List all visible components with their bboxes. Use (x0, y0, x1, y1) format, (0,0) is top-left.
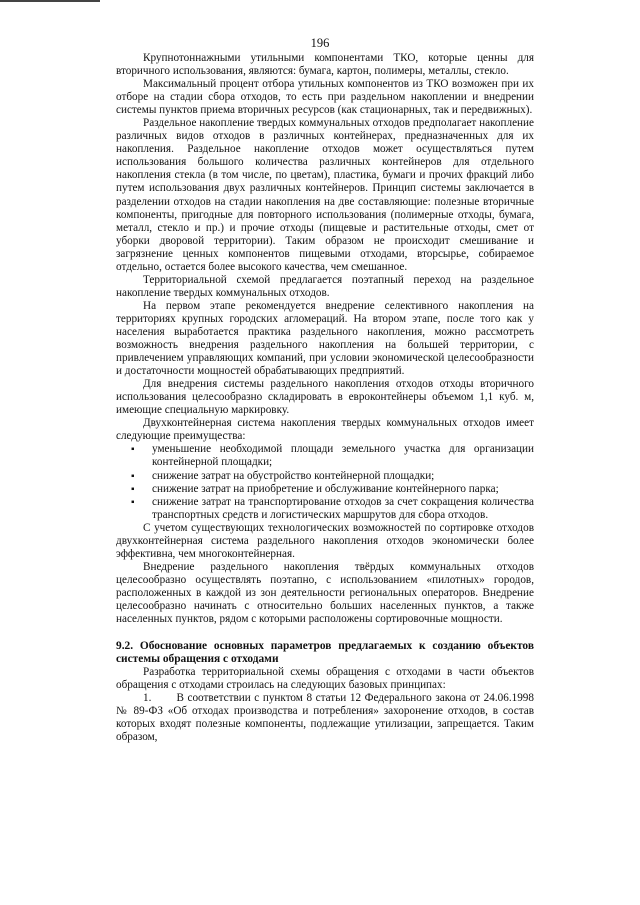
paragraph: Внедрение раздельного накопления твёрдых коммунальных отходов целесообразно осуществлять поэтапно, с использованием «пилотных» городов, расположенных в каждой из зон деятельности региональных операторов. Внедрение целесообразно начинать с относительно больших населенных пунктов, а также населенных пунктов, рядом с которыми расположены сортировочные мощности. (116, 560, 534, 626)
paragraph: С учетом существующих технологических возможностей по сортировке отходов двухконтейнерная система раздельного накопления отходов экономически более эффективна, чем многоконтейнерная. (116, 521, 534, 560)
header-rule (0, 0, 100, 2)
paragraph: Разработка территориальной схемы обращения с отходами в части объектов обращения с отходами строилась на следующих базовых принципах: (116, 666, 534, 692)
page-number: 196 (310, 36, 330, 50)
item-number: 1. (143, 692, 152, 705)
paragraph: Крупнотоннажными утильными компонентами ТКО, которые ценны для вторичного использования, являются: бумага, картон, полимеры, металлы, стекло. (116, 52, 534, 78)
paragraph: Двухконтейнерная система накопления твердых коммунальных отходов имеет следующие преимущества: (116, 417, 534, 443)
list-item: ▪ снижение затрат на приобретение и обслуживание контейнерного парка; (116, 483, 534, 496)
list-item: ▪ снижение затрат на транспортирование отходов за счет сокращения количества транспортных средств и логистических маршрутов для сбора отходов. (116, 496, 534, 522)
paragraph: На первом этапе рекомендуется внедрение селективного накопления на территориях крупных городских агломераций. На втором этапе, после того как у населения выработается практика раздельного накопления, можно рассмотреть возможность внедрения раздельного накопления на большей территории, с привлечением управляющих компаний, при условии экономической целесообразности и достаточности мощностей обрабатывающих предприятий. (116, 299, 534, 378)
paragraph: Раздельное накопление твердых коммунальных отходов предполагает накопление различных видов отходов в различных контейнерах, предназначенных для их накопления. Раздельное накопление отходов может осуществляться путем использования большого количества различных контейнеров для отдельного накопления стекла (в том числе, по цветам), пластика, бумаги и прочих фракций либо путем использования двух различных контейнеров. Принцип системы заключается в разделении отходов на стадии накопления на две составляющие: полезные вторичные компоненты, пригодные для повторного использования (полимерные отходы, бумага, металл, стекло и пр.) и прочие отходы (пищевые и растительные отходы, смет от уборки дворовой территории). Таким образом не происходит смешивание и загрязнение ценных компонентов пищевыми отходами, вторсырье, собираемое отдельно, остается более высокого качества, чем смешанное. (116, 117, 534, 273)
list-item: ▪ уменьшение необходимой площади земельного участка для организации контейнерной площадки; (116, 443, 534, 469)
paragraph: Для внедрения системы раздельного накопления отходов отходы вторичного использования целесообразно складировать в евроконтейнеры объемом 1,1 куб. м, имеющие специальную маркировку. (116, 378, 534, 417)
document-body (116, 52, 534, 744)
paragraph: Территориальной схемой предлагается поэтапный переход на раздельное накопление твердых коммунальных отходов. (116, 273, 534, 299)
list-item: ▪ снижение затрат на обустройство контейнерной площадки; (116, 470, 534, 483)
paragraph: Максимальный процент отбора утильных компонентов из ТКО возможен при их отборе на стадии сбора отходов, то есть при раздельном накоплении и внедрении системы пунктов приема вторичных ресурсов (как стационарных, так и передвижных). (116, 78, 534, 117)
numbered-paragraph (116, 692, 534, 744)
item-text: В соответствии с пунктом 8 статьи 12 Федерального закона от 24.06.1998 № 89-ФЗ «Об отходах производства и потребления» захоронение отходов, в состав которых входят полезные компоненты, подлежащие утилизации, запрещается. Таким образом, (116, 692, 534, 744)
section-heading: 9.2. Обоснование основных параметров предлагаемых к созданию объектов системы обращения с отходами (116, 640, 534, 666)
advantages-list (116, 443, 534, 521)
